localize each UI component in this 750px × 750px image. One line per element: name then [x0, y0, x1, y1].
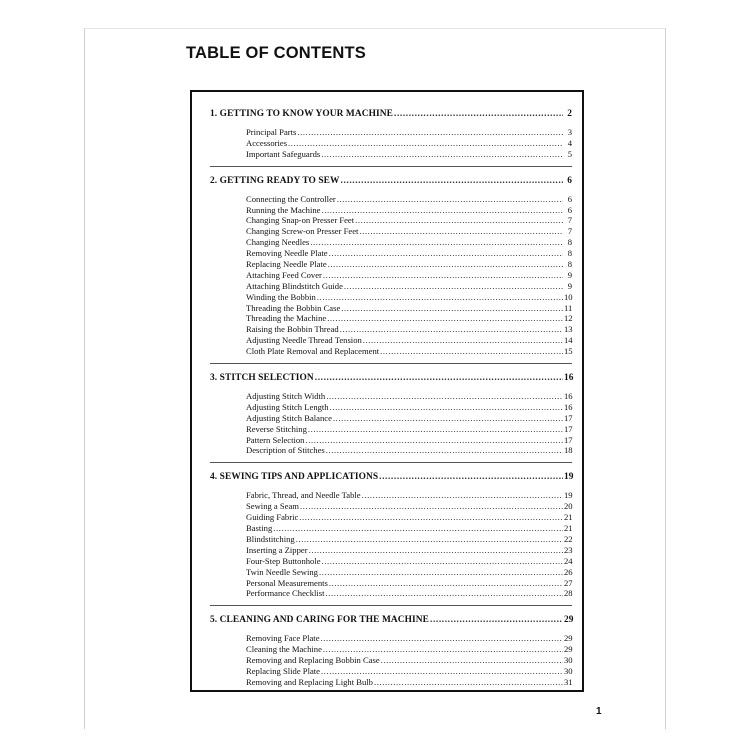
- dot-leader: [317, 292, 563, 303]
- section-title: 5. CLEANING AND CARING FOR THE MACHINE: [210, 615, 430, 626]
- dot-leader: [321, 205, 563, 216]
- toc-entry[interactable]: [246, 127, 572, 138]
- toc-entry[interactable]: [246, 324, 572, 335]
- dot-leader: [297, 127, 563, 138]
- dot-leader: [321, 666, 563, 677]
- toc-entry[interactable]: [246, 424, 572, 435]
- entry-page-number: 24: [564, 555, 573, 566]
- toc-entry[interactable]: [246, 281, 572, 292]
- toc-entry[interactable]: [246, 545, 572, 556]
- entry-page-number: 14: [564, 335, 573, 346]
- section-divider: [210, 462, 572, 463]
- entry-page-number: 30: [564, 655, 573, 666]
- entry-title: Description of Stitches: [246, 445, 325, 456]
- section-title: 2. GETTING READY TO SEW: [210, 175, 340, 186]
- entry-title: Pattern Selection: [246, 434, 305, 445]
- entry-page-number: 8: [567, 237, 572, 248]
- toc-entry[interactable]: [246, 402, 572, 413]
- dot-leader: [321, 149, 563, 160]
- section-heading[interactable]: [210, 471, 572, 483]
- toc-entry[interactable]: [246, 413, 572, 424]
- dot-leader: [341, 303, 563, 314]
- section-divider: [210, 605, 572, 606]
- dot-leader: [330, 402, 563, 413]
- dot-leader: [296, 534, 563, 545]
- toc-entry[interactable]: [246, 655, 572, 666]
- dot-leader: [321, 633, 563, 644]
- section-title: 3. STITCH SELECTION: [210, 373, 314, 384]
- entry-title: Performance Checklist: [246, 588, 325, 599]
- entry-page-number: 21: [564, 512, 573, 523]
- entry-page-number: 26: [564, 566, 573, 577]
- entry-title: Reverse Stitching: [246, 423, 307, 434]
- entry-title: Threading the Bobbin Case: [246, 302, 341, 313]
- toc-entry[interactable]: [246, 313, 572, 324]
- entry-page-number: 8: [567, 259, 572, 270]
- section-title: 1. GETTING TO KNOW YOUR MACHINE: [210, 109, 393, 119]
- toc-entry[interactable]: [246, 303, 572, 314]
- toc-entry[interactable]: [246, 633, 572, 644]
- entry-title: Connecting the Controller: [246, 193, 336, 204]
- entry-title: Changing Needles: [246, 237, 310, 248]
- section-page-number: 16: [564, 373, 574, 384]
- entry-title: Four-Step Buttonhole: [246, 555, 321, 566]
- dot-leader: [329, 248, 563, 259]
- toc-section: [210, 108, 572, 167]
- entry-title: Removing and Replacing Light Bulb: [246, 676, 373, 687]
- entry-title: Important Safeguards: [246, 148, 321, 159]
- dot-leader: [374, 677, 563, 688]
- toc-entry[interactable]: [246, 644, 572, 655]
- entry-title: Cleaning the Machine: [246, 644, 322, 655]
- entry-page-number: 21: [564, 523, 573, 534]
- section-heading[interactable]: [210, 108, 572, 120]
- toc-entry[interactable]: [246, 270, 572, 281]
- entry-title: Accessories: [246, 137, 288, 148]
- entry-title: Basting: [246, 523, 273, 534]
- dot-leader: [323, 644, 563, 655]
- toc-entry[interactable]: [246, 523, 572, 534]
- toc-entry[interactable]: [246, 567, 572, 578]
- toc-entry[interactable]: [246, 237, 572, 248]
- dot-leader: [380, 346, 563, 357]
- entry-title: Attaching Feed Cover: [246, 269, 322, 280]
- entry-page-number: 8: [567, 248, 572, 259]
- entry-page-number: 19: [564, 490, 573, 501]
- toc-section: [210, 175, 572, 364]
- entry-title: Changing Screw-on Presser Feet: [246, 226, 359, 237]
- entry-page-number: 18: [564, 445, 573, 456]
- entry-page-number: 9: [567, 269, 572, 280]
- dot-leader: [308, 424, 563, 435]
- section-entries: [210, 194, 572, 357]
- entry-page-number: 6: [567, 204, 572, 215]
- dot-leader: [394, 108, 563, 120]
- entry-title: Threading the Machine: [246, 313, 327, 324]
- entry-page-number: 27: [564, 577, 573, 588]
- toc-entry[interactable]: [246, 677, 572, 688]
- section-entries: [210, 490, 572, 599]
- dot-leader: [344, 281, 563, 292]
- entry-title: Attaching Blindstitch Guide: [246, 280, 343, 291]
- entry-title: Personal Measurements: [246, 577, 328, 588]
- toc-entry[interactable]: [246, 435, 572, 446]
- toc-entry[interactable]: [246, 205, 572, 216]
- section-heading[interactable]: [210, 372, 572, 384]
- toc-entry[interactable]: [246, 292, 572, 303]
- dot-leader: [337, 194, 563, 205]
- entry-title: Adjusting Stitch Length: [246, 401, 329, 412]
- section-title: 4. SEWING TIPS AND APPLICATIONS: [210, 472, 379, 483]
- entry-title: Fabric, Thread, and Needle Table: [246, 490, 361, 501]
- entry-title: Removing Needle Plate: [246, 248, 328, 259]
- toc-entry[interactable]: [246, 578, 572, 589]
- entry-title: Winding the Bobbin: [246, 291, 316, 302]
- dot-leader: [310, 237, 563, 248]
- entry-title: Sewing a Seam: [246, 501, 299, 512]
- dot-leader: [319, 567, 563, 578]
- entry-page-number: 3: [567, 127, 572, 137]
- entry-title: Cloth Plate Removal and Replacement: [246, 346, 380, 357]
- entry-page-number: 16: [564, 391, 573, 402]
- toc-entry[interactable]: [246, 138, 572, 149]
- section-entries: [210, 391, 572, 456]
- entry-title: Removing Face Plate: [246, 633, 320, 644]
- toc-entry[interactable]: [246, 215, 572, 226]
- entry-page-number: 20: [564, 501, 573, 512]
- dot-leader: [327, 313, 563, 324]
- entry-title: Inserting a Zipper: [246, 544, 308, 555]
- entry-page-number: 29: [564, 644, 573, 655]
- dot-leader: [362, 490, 563, 501]
- dot-leader: [323, 270, 563, 281]
- dot-leader: [355, 215, 563, 226]
- dot-leader: [340, 324, 563, 335]
- dot-leader: [305, 435, 563, 446]
- entry-page-number: 30: [564, 665, 573, 676]
- entry-title: Replacing Needle Plate: [246, 259, 327, 270]
- section-heading[interactable]: [210, 175, 572, 187]
- toc-entry[interactable]: [246, 259, 572, 270]
- entry-page-number: 17: [564, 412, 573, 423]
- dot-leader: [381, 655, 563, 666]
- dot-leader: [430, 614, 563, 626]
- toc-list: [210, 108, 572, 688]
- section-divider: [210, 166, 572, 167]
- toc-entry[interactable]: [246, 445, 572, 456]
- toc-entry[interactable]: [246, 556, 572, 567]
- entry-title: Adjusting Stitch Balance: [246, 412, 332, 423]
- entry-title: Twin Needle Sewing: [246, 566, 318, 577]
- entry-page-number: 28: [564, 588, 573, 599]
- entry-page-number: 17: [564, 434, 573, 445]
- dot-leader: [326, 588, 563, 599]
- toc-entry[interactable]: [246, 149, 572, 160]
- entry-title: Removing and Replacing Bobbin Case: [246, 655, 380, 666]
- toc-entry[interactable]: [246, 512, 572, 523]
- entry-page-number: 5: [567, 148, 572, 159]
- section-page-number: 6: [567, 175, 572, 186]
- dot-leader: [328, 259, 563, 270]
- entry-page-number: 9: [567, 280, 572, 291]
- toc-entry[interactable]: [246, 588, 572, 599]
- toc-entry[interactable]: [246, 226, 572, 237]
- toc-entry[interactable]: [246, 490, 572, 501]
- entry-page-number: 12: [564, 313, 573, 324]
- toc-entry[interactable]: [246, 335, 572, 346]
- entry-title: Principal Parts: [246, 127, 297, 137]
- entry-title: Raising the Bobbin Thread: [246, 324, 339, 335]
- entry-page-number: 17: [564, 423, 573, 434]
- toc-entry[interactable]: [246, 248, 572, 259]
- entry-page-number: 11: [564, 302, 573, 313]
- section-page-number: 29: [564, 615, 574, 626]
- section-page-number: 19: [564, 472, 574, 483]
- entry-title: Blindstitching: [246, 533, 295, 544]
- entry-page-number: 23: [564, 544, 573, 555]
- dot-leader: [273, 523, 563, 534]
- entry-title: Replacing Slide Plate: [246, 665, 320, 676]
- dot-leader: [300, 501, 563, 512]
- entry-title: Running the Machine: [246, 204, 321, 215]
- entry-title: Adjusting Stitch Width: [246, 391, 326, 402]
- section-entries: [210, 633, 572, 687]
- section-heading[interactable]: [210, 614, 572, 626]
- toc-entry[interactable]: [246, 666, 572, 677]
- section-divider: [210, 363, 572, 364]
- entry-page-number: 7: [567, 215, 572, 226]
- entry-title: Changing Snap-on Presser Feet: [246, 215, 355, 226]
- entry-page-number: 31: [564, 676, 573, 687]
- toc-section: [210, 372, 572, 463]
- dot-leader: [315, 372, 563, 384]
- entry-title: Adjusting Needle Thread Tension: [246, 335, 362, 346]
- section-page-number: 2: [567, 109, 572, 119]
- dot-leader: [341, 175, 563, 187]
- entry-page-number: 6: [567, 193, 572, 204]
- entry-page-number: 4: [567, 137, 572, 148]
- entry-page-number: 16: [564, 401, 573, 412]
- dot-leader: [329, 578, 563, 589]
- entry-page-number: 22: [564, 533, 573, 544]
- entry-page-number: 15: [564, 346, 573, 357]
- entry-page-number: 13: [564, 324, 573, 335]
- section-entries: [210, 127, 572, 160]
- dot-leader: [379, 471, 563, 483]
- toc-entry[interactable]: [246, 346, 572, 357]
- toc-entry[interactable]: [246, 194, 572, 205]
- dot-leader: [326, 391, 563, 402]
- entry-page-number: 7: [567, 226, 572, 237]
- toc-section: [210, 471, 572, 606]
- entry-title: Guiding Fabric: [246, 512, 299, 523]
- dot-leader: [288, 138, 563, 149]
- entry-page-number: 10: [564, 291, 573, 302]
- toc-entry[interactable]: [246, 391, 572, 402]
- toc-entry[interactable]: [246, 534, 572, 545]
- dot-leader: [322, 556, 563, 567]
- toc-entry[interactable]: [246, 501, 572, 512]
- dot-leader: [309, 545, 563, 556]
- dot-leader: [363, 335, 563, 346]
- dot-leader: [359, 226, 563, 237]
- toc-section: [210, 614, 572, 687]
- entry-page-number: 29: [564, 633, 573, 644]
- page-title: TABLE OF CONTENTS: [186, 44, 367, 62]
- page-number: 1: [596, 706, 602, 717]
- dot-leader: [326, 445, 563, 456]
- dot-leader: [299, 512, 563, 523]
- dot-leader: [333, 413, 563, 424]
